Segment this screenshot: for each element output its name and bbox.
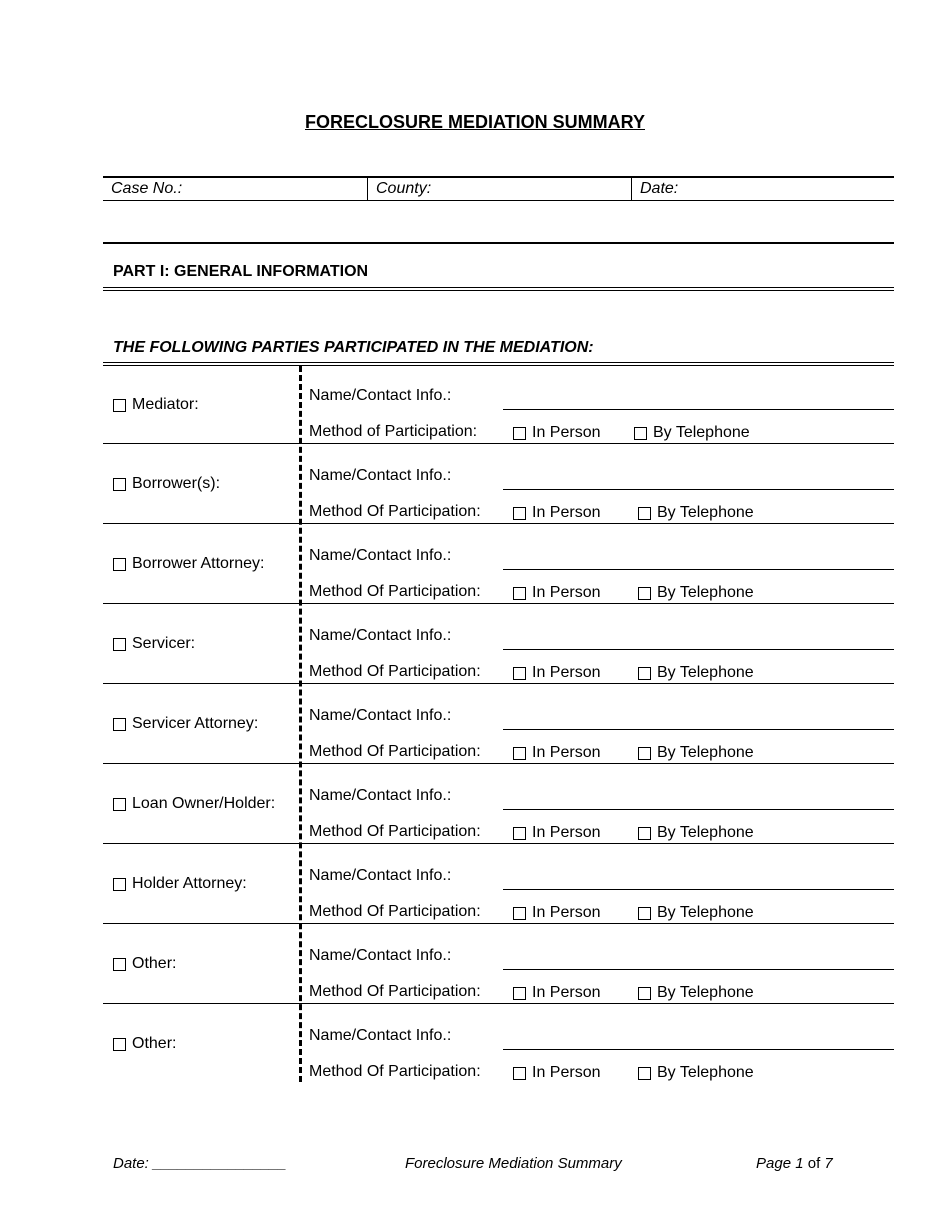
- name-contact-input[interactable]: [503, 889, 894, 890]
- by-telephone-option[interactable]: [638, 584, 754, 602]
- party-role[interactable]: [113, 951, 176, 977]
- method-label: Method Of Participation:: [309, 903, 481, 920]
- in-person-checkbox[interactable]: [513, 907, 526, 920]
- method-label: Method Of Participation:: [309, 503, 481, 520]
- name-contact-input[interactable]: [503, 649, 894, 650]
- role-checkbox[interactable]: [113, 638, 126, 651]
- footer-page-number: [756, 1155, 833, 1172]
- role-label: Loan Owner/Holder:: [132, 795, 276, 812]
- role-checkbox[interactable]: [113, 878, 126, 891]
- by-telephone-label: By Telephone: [657, 584, 754, 601]
- by-telephone-checkbox[interactable]: [638, 1067, 651, 1080]
- by-telephone-option[interactable]: [638, 824, 754, 842]
- in-person-option[interactable]: [513, 424, 600, 442]
- in-person-option[interactable]: [513, 984, 600, 1002]
- method-label: Method Of Participation:: [309, 823, 481, 840]
- page-total: 7: [824, 1155, 833, 1172]
- party-row: [103, 844, 894, 924]
- page-prefix: Page: [756, 1155, 792, 1172]
- by-telephone-label: By Telephone: [657, 824, 754, 841]
- role-checkbox[interactable]: [113, 958, 126, 971]
- page-of: of: [807, 1155, 821, 1172]
- party-role[interactable]: [113, 551, 265, 577]
- by-telephone-checkbox[interactable]: [638, 987, 651, 1000]
- role-checkbox[interactable]: [113, 399, 126, 412]
- by-telephone-label: By Telephone: [657, 984, 754, 1001]
- by-telephone-option[interactable]: [638, 744, 754, 762]
- by-telephone-option[interactable]: [638, 1064, 754, 1082]
- section-divider: [103, 242, 894, 244]
- name-contact-label: Name/Contact Info.:: [309, 467, 452, 484]
- party-row: [103, 924, 894, 1004]
- name-contact-label: Name/Contact Info.:: [309, 387, 452, 404]
- name-contact-input[interactable]: [503, 489, 894, 490]
- by-telephone-label: By Telephone: [657, 504, 754, 521]
- in-person-checkbox[interactable]: [513, 987, 526, 1000]
- by-telephone-checkbox[interactable]: [638, 827, 651, 840]
- method-label: Method Of Participation:: [309, 743, 481, 760]
- name-contact-label: Name/Contact Info.:: [309, 547, 452, 564]
- by-telephone-checkbox[interactable]: [634, 427, 647, 440]
- by-telephone-checkbox[interactable]: [638, 907, 651, 920]
- party-row: [103, 366, 894, 444]
- method-label: Method of Participation:: [309, 423, 478, 440]
- in-person-option[interactable]: [513, 584, 600, 602]
- by-telephone-label: By Telephone: [653, 424, 750, 441]
- method-label: Method Of Participation:: [309, 983, 481, 1000]
- role-checkbox[interactable]: [113, 558, 126, 571]
- case-header: [103, 176, 894, 201]
- role-label: Borrower Attorney:: [132, 555, 265, 572]
- part-heading: PART I: GENERAL INFORMATION: [113, 263, 369, 280]
- by-telephone-label: By Telephone: [657, 664, 754, 681]
- by-telephone-checkbox[interactable]: [638, 747, 651, 760]
- name-contact-input[interactable]: [503, 969, 894, 970]
- in-person-checkbox[interactable]: [513, 507, 526, 520]
- in-person-option[interactable]: [513, 664, 600, 682]
- method-label: Method Of Participation:: [309, 583, 481, 600]
- in-person-label: In Person: [532, 984, 601, 1001]
- footer-title: Foreclosure Mediation Summary: [405, 1155, 622, 1172]
- by-telephone-checkbox[interactable]: [638, 507, 651, 520]
- by-telephone-label: By Telephone: [657, 1064, 754, 1081]
- date-field[interactable]: [631, 178, 894, 200]
- case-no-label: Case No.:: [111, 180, 183, 197]
- in-person-label: In Person: [532, 584, 601, 601]
- in-person-checkbox[interactable]: [513, 587, 526, 600]
- by-telephone-checkbox[interactable]: [638, 667, 651, 680]
- by-telephone-option[interactable]: [634, 424, 750, 442]
- in-person-label: In Person: [532, 904, 601, 921]
- by-telephone-checkbox[interactable]: [638, 587, 651, 600]
- role-label: Servicer Attorney:: [132, 715, 259, 732]
- in-person-option[interactable]: [513, 504, 600, 522]
- party-row: [103, 684, 894, 764]
- county-field[interactable]: [367, 178, 631, 200]
- footer-date: Date: ________________: [113, 1155, 287, 1172]
- role-label: Other:: [132, 955, 177, 972]
- party-role[interactable]: [113, 711, 258, 737]
- name-contact-label: Name/Contact Info.:: [309, 1027, 452, 1044]
- party-row: [103, 604, 894, 684]
- name-contact-label: Name/Contact Info.:: [309, 867, 452, 884]
- name-contact-label: Name/Contact Info.:: [309, 707, 452, 724]
- name-contact-label: Name/Contact Info.:: [309, 947, 452, 964]
- party-role[interactable]: [113, 791, 275, 817]
- name-contact-input[interactable]: [503, 1049, 894, 1050]
- in-person-label: In Person: [532, 424, 601, 441]
- method-label: Method Of Participation:: [309, 1063, 481, 1080]
- in-person-option[interactable]: [513, 904, 600, 922]
- in-person-checkbox[interactable]: [513, 427, 526, 440]
- party-row: [103, 524, 894, 604]
- role-label: Servicer:: [132, 635, 196, 652]
- party-role[interactable]: [113, 631, 195, 657]
- name-contact-input[interactable]: [503, 409, 894, 410]
- role-label: Holder Attorney:: [132, 875, 247, 892]
- role-checkbox[interactable]: [113, 1038, 126, 1051]
- name-contact-input[interactable]: [503, 809, 894, 810]
- role-checkbox[interactable]: [113, 478, 126, 491]
- name-contact-input[interactable]: [503, 569, 894, 570]
- in-person-checkbox[interactable]: [513, 1067, 526, 1080]
- by-telephone-label: By Telephone: [657, 904, 754, 921]
- party-role[interactable]: [113, 871, 247, 897]
- party-role[interactable]: [113, 471, 220, 497]
- part-heading-underline: [103, 287, 894, 291]
- by-telephone-option[interactable]: [638, 504, 754, 522]
- page-current: 1: [795, 1155, 804, 1172]
- in-person-option[interactable]: [513, 824, 600, 842]
- name-contact-label: Name/Contact Info.:: [309, 787, 452, 804]
- in-person-option[interactable]: [513, 744, 600, 762]
- in-person-option[interactable]: [513, 1064, 600, 1082]
- party-role[interactable]: [113, 1031, 176, 1057]
- role-checkbox[interactable]: [113, 798, 126, 811]
- role-label: Borrower(s):: [132, 475, 221, 492]
- in-person-checkbox[interactable]: [513, 667, 526, 680]
- in-person-label: In Person: [532, 664, 601, 681]
- name-contact-label: Name/Contact Info.:: [309, 627, 452, 644]
- in-person-checkbox[interactable]: [513, 827, 526, 840]
- role-checkbox[interactable]: [113, 718, 126, 731]
- by-telephone-option[interactable]: [638, 664, 754, 682]
- party-row: [103, 1004, 894, 1084]
- role-label: Mediator:: [132, 396, 199, 413]
- by-telephone-label: By Telephone: [657, 744, 754, 761]
- name-contact-input[interactable]: [503, 729, 894, 730]
- by-telephone-option[interactable]: [638, 904, 754, 922]
- county-label: County:: [376, 180, 432, 197]
- party-role[interactable]: [113, 392, 199, 418]
- in-person-label: In Person: [532, 1064, 601, 1081]
- parties-heading: THE FOLLOWING PARTIES PARTICIPATED IN THE MEDIATION:: [113, 339, 594, 356]
- party-row: [103, 764, 894, 844]
- in-person-checkbox[interactable]: [513, 747, 526, 760]
- date-label: Date:: [640, 180, 679, 197]
- in-person-label: In Person: [532, 824, 601, 841]
- document-title: FORECLOSURE MEDIATION SUMMARY: [305, 112, 645, 132]
- party-row: [103, 444, 894, 524]
- by-telephone-option[interactable]: [638, 984, 754, 1002]
- method-label: Method Of Participation:: [309, 663, 481, 680]
- in-person-label: In Person: [532, 744, 601, 761]
- case-no-field[interactable]: [103, 178, 367, 200]
- role-label: Other:: [132, 1035, 177, 1052]
- in-person-label: In Person: [532, 504, 601, 521]
